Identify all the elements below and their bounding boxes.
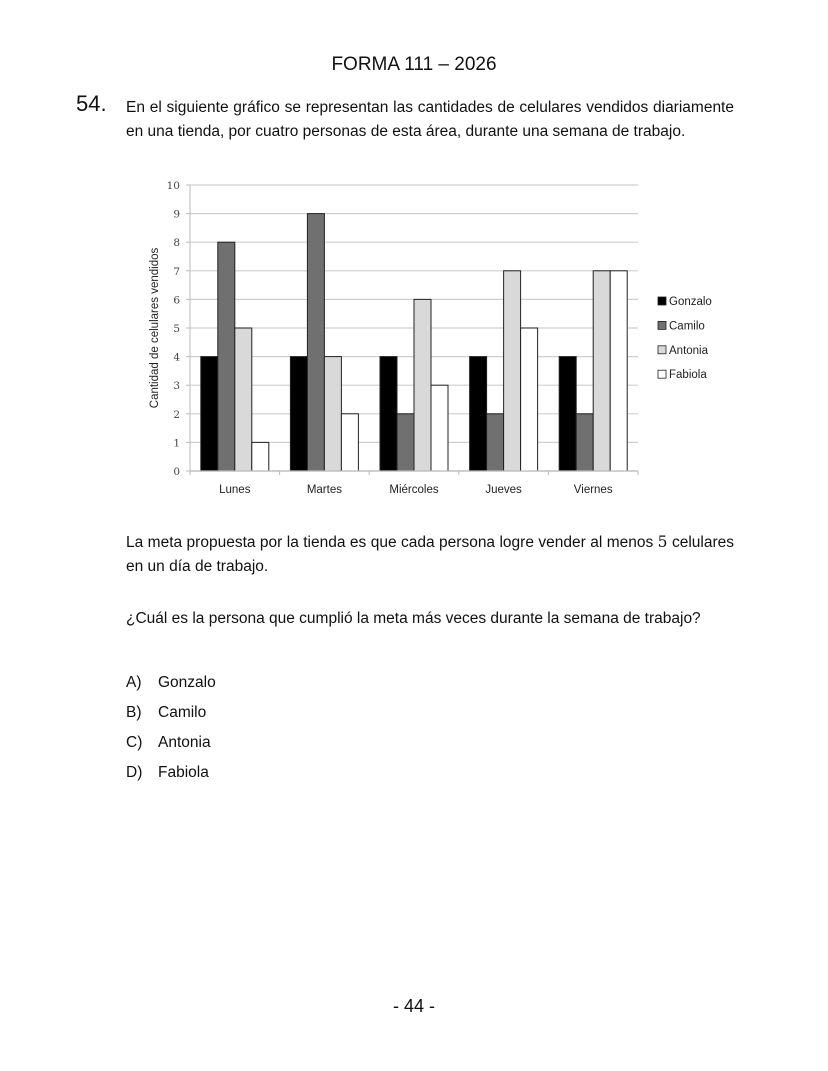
y-tick-label: 9: [173, 208, 180, 221]
option-letter: C): [126, 734, 143, 751]
goal-statement: [126, 530, 734, 579]
option-letter: A): [126, 674, 142, 691]
y-tick-label: 8: [173, 237, 180, 250]
bar-gonzalo: [201, 357, 218, 471]
goal-text-before: La meta propuesta por la tienda es que cada persona logre vender al menos: [126, 534, 658, 551]
bar-antonia: [593, 271, 610, 471]
x-tick-label: Viernes: [573, 484, 613, 496]
question-prompt: ¿Cuál es la persona que cumplió la meta más veces durante la semana de trabajo?: [126, 610, 701, 627]
bar-fabiola: [252, 442, 269, 471]
bar-fabiola: [431, 385, 448, 471]
option-a[interactable]: [126, 672, 216, 702]
bar-fabiola: [610, 271, 627, 471]
option-text: Camilo: [158, 704, 207, 721]
bar-antonia: [324, 357, 341, 471]
legend-label-gonzalo: Gonzalo: [669, 296, 712, 308]
bar-fabiola: [521, 328, 538, 471]
y-tick-label: 6: [173, 294, 180, 307]
y-tick-label: 2: [173, 408, 180, 421]
bar-gonzalo: [380, 357, 397, 471]
bar-camilo: [397, 414, 414, 471]
option-text: Fabiola: [158, 764, 209, 781]
goal-text-after: celulares en un día de trabajo.: [126, 534, 734, 575]
y-tick-label: 1: [173, 437, 180, 450]
x-tick-label: Lunes: [219, 484, 251, 496]
page-number: - 44 -: [392, 996, 435, 1016]
x-tick-label: Miércoles: [389, 484, 439, 496]
x-tick-label: Martes: [306, 484, 342, 496]
y-tick-label: 0: [173, 466, 180, 478]
x-tick-label: Jueves: [485, 484, 522, 496]
bar-camilo: [487, 414, 504, 471]
bar-camilo: [307, 214, 324, 471]
bar-antonia: [235, 328, 252, 471]
bar-chart: [140, 175, 740, 505]
bar-antonia: [414, 299, 431, 471]
option-d[interactable]: [126, 762, 216, 792]
option-letter: B): [126, 704, 142, 721]
y-axis-label: Cantidad de celulares vendidos: [149, 247, 161, 409]
y-tick-label: 10: [166, 180, 180, 192]
legend-label-camilo: Camilo: [669, 320, 705, 333]
legend-swatch-antonia: [658, 346, 666, 354]
y-tick-label: 3: [173, 380, 180, 393]
legend-swatch-fabiola: [658, 370, 666, 378]
bar-gonzalo: [470, 357, 487, 471]
answer-options: [126, 672, 216, 792]
bar-camilo: [218, 242, 235, 471]
option-text: Gonzalo: [158, 674, 216, 691]
legend-label-antonia: Antonia: [669, 344, 709, 357]
exam-form-header: FORMA 111 – 2026: [331, 54, 497, 75]
y-tick-label: 7: [173, 265, 180, 278]
bar-gonzalo: [559, 357, 576, 471]
y-tick-label: 4: [173, 351, 180, 364]
bar-antonia: [504, 271, 521, 471]
legend-label-fabiola: Fabiola: [669, 369, 707, 382]
goal-number: 5: [657, 533, 668, 551]
y-tick-label: 5: [173, 323, 180, 335]
option-text: Antonia: [158, 734, 211, 751]
bar-fabiola: [341, 414, 358, 471]
option-c[interactable]: [126, 732, 216, 762]
legend-swatch-gonzalo: [658, 297, 666, 305]
option-b[interactable]: [126, 702, 216, 732]
bar-camilo: [576, 414, 593, 471]
question-number: 54.: [76, 91, 107, 116]
question-stem: En el siguiente gráfico se representan las cantidades de celulares vendidos diariamente en una tienda, por cuatro personas de esta área, durante una semana de trabajo.: [126, 99, 734, 140]
option-letter: D): [126, 764, 143, 781]
bar-gonzalo: [290, 357, 307, 471]
legend-swatch-camilo: [658, 321, 666, 329]
